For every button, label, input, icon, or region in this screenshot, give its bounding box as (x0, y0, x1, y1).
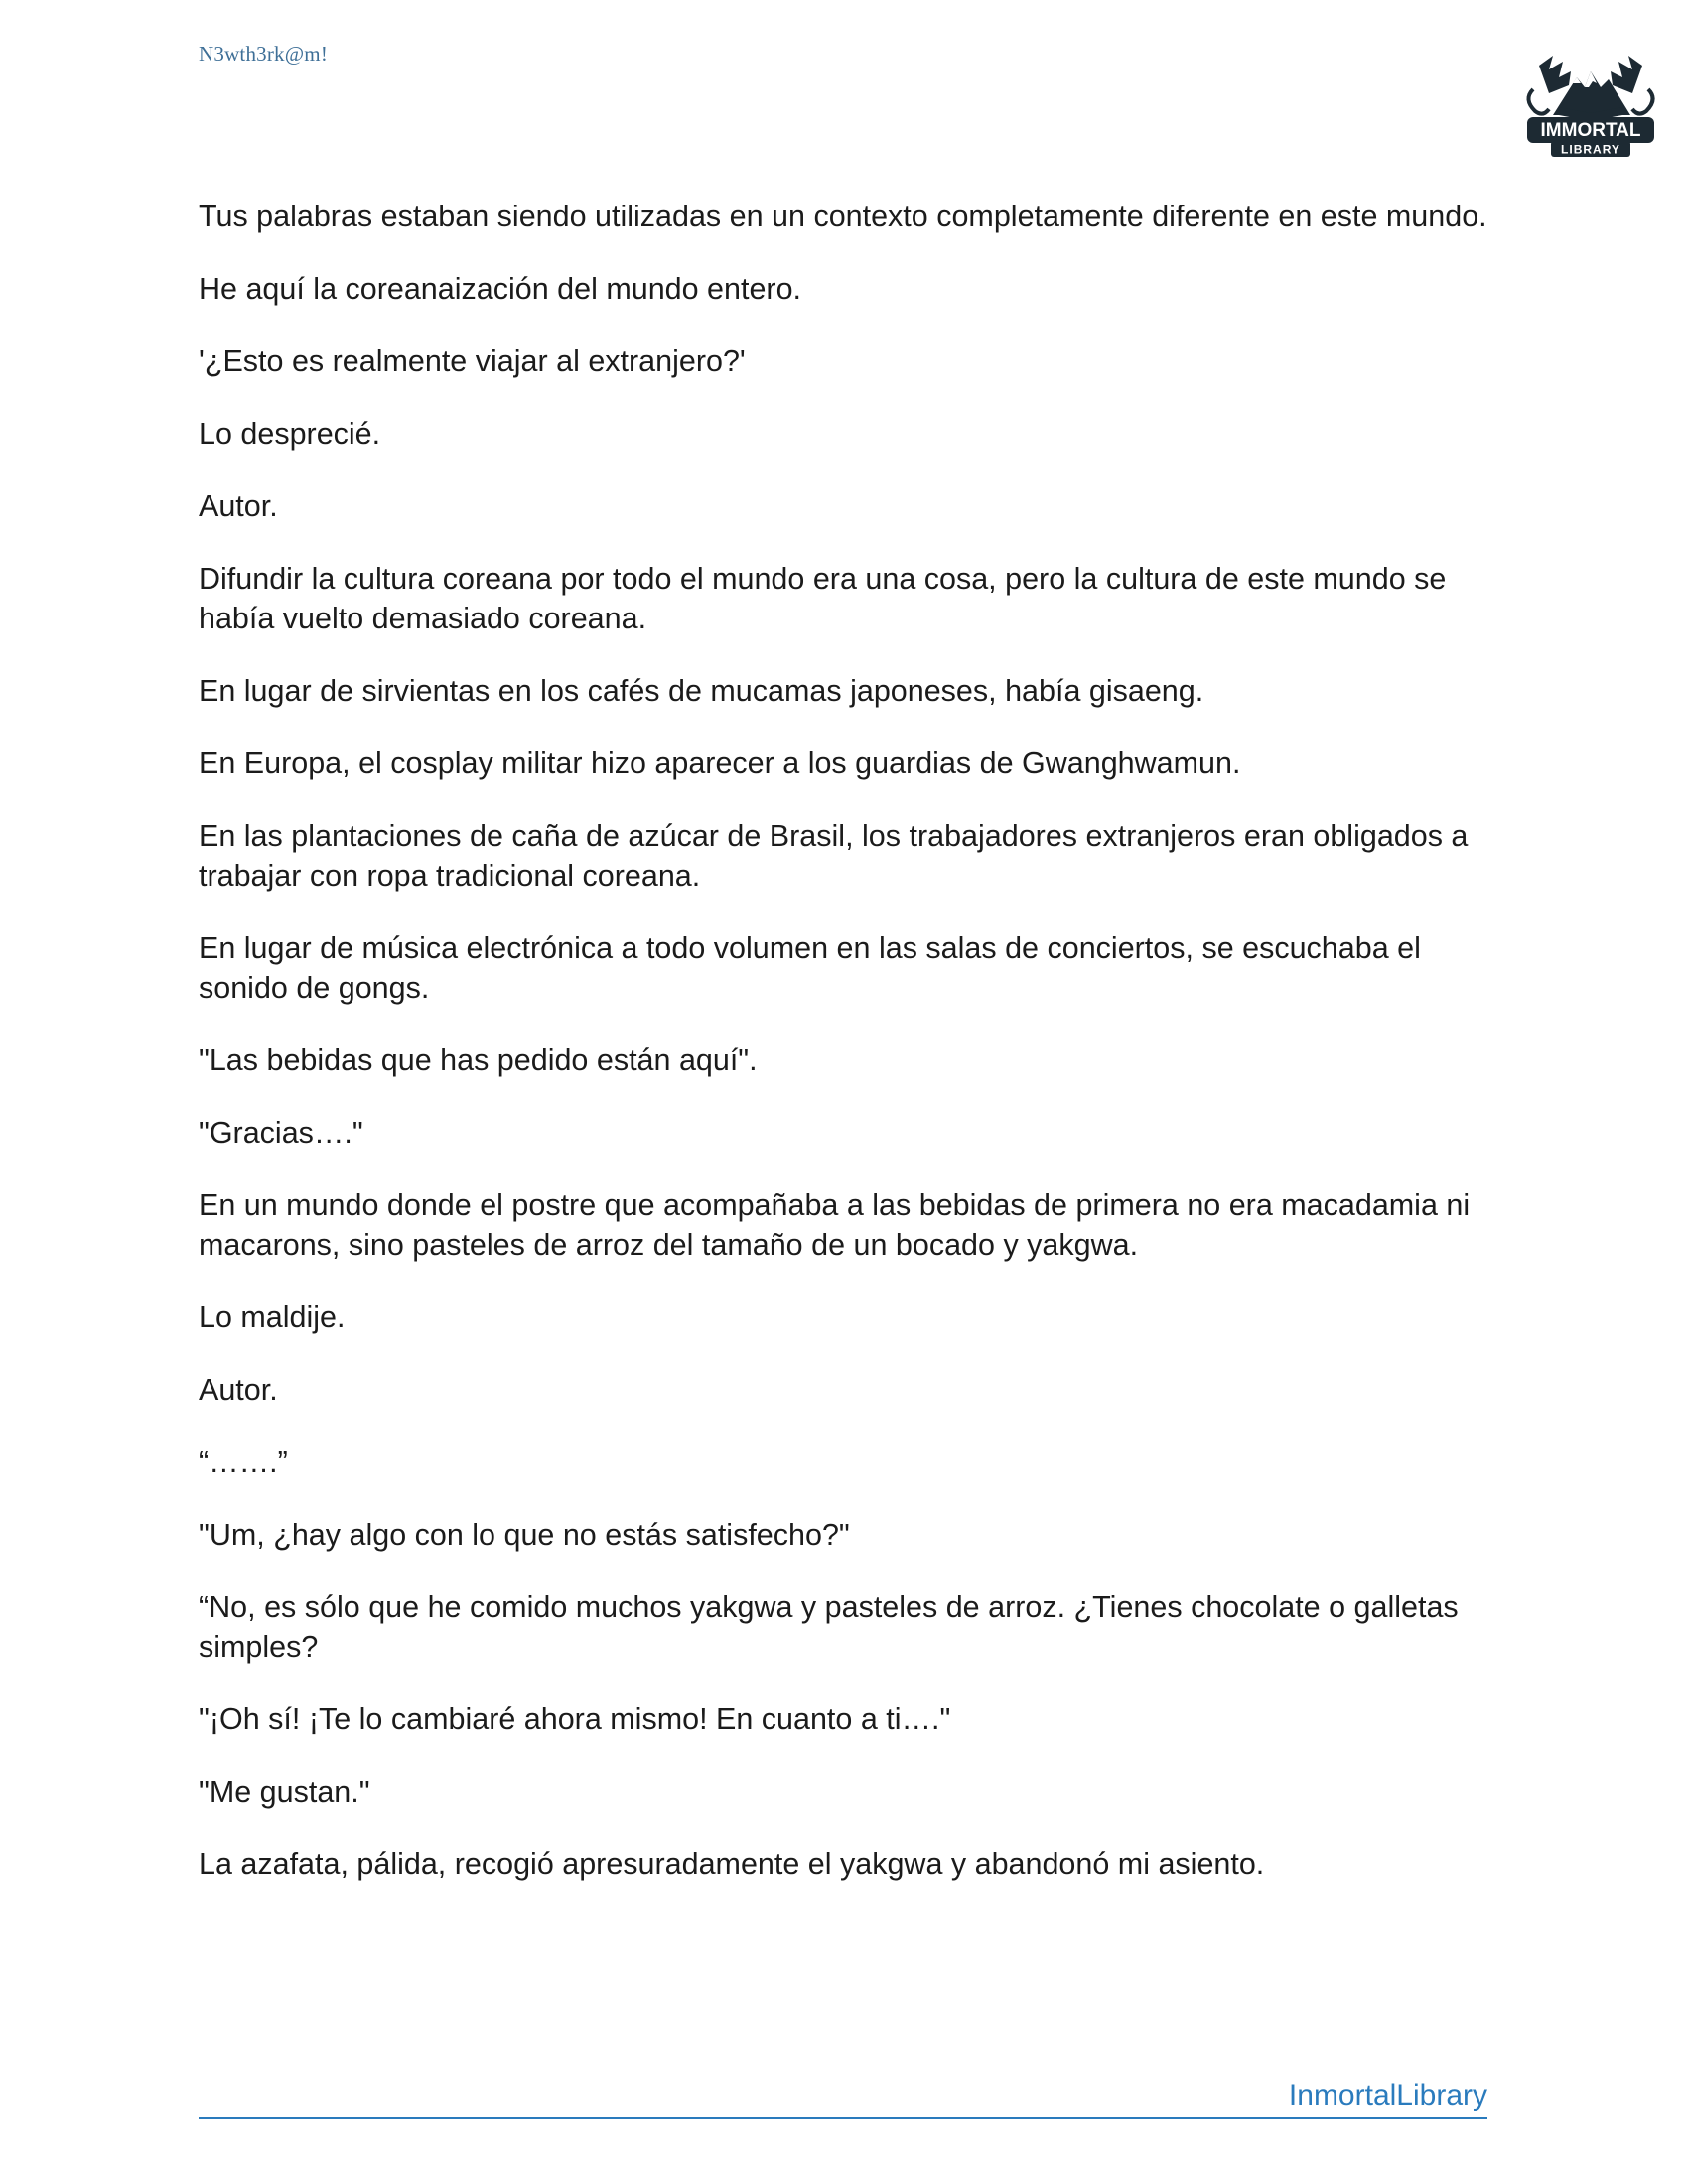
footer-link[interactable]: InmortalLibrary (199, 2079, 1487, 2119)
paragraph: En Europa, el cosplay militar hizo aparecer a los guardias de Gwanghwamun. (199, 747, 1241, 780)
paragraph: “No, es sólo que he comido muchos yakgwa y pasteles de arroz. ¿Tienes chocolate o galletas simples? (199, 1590, 1459, 1664)
logo-line1-text: IMMORTAL (1540, 120, 1641, 141)
paragraph: Tus palabras estaban siendo utilizadas en un contexto completamente diferente en este mundo. (199, 200, 1487, 233)
paragraph: '¿Esto es realmente viajar al extranjero?' (199, 344, 746, 378)
paragraph: Autor. (199, 1373, 278, 1407)
logo-line2-text: LIBRARY (1561, 142, 1620, 157)
paragraph: Lo maldije. (199, 1300, 346, 1334)
paragraph: "Me gustan." (199, 1775, 370, 1809)
paragraph: "Um, ¿hay algo con lo que no estás satisfecho?" (199, 1518, 850, 1552)
paragraph: En lugar de sirvientas en los cafés de mucamas japoneses, había gisaeng. (199, 674, 1204, 708)
paragraph: "Las bebidas que has pedido están aquí". (199, 1043, 758, 1077)
paragraph: "Gracias…." (199, 1116, 363, 1150)
paragraph: "¡Oh sí! ¡Te lo cambiaré ahora mismo! En cuanto a ti…." (199, 1703, 951, 1736)
paragraph: He aquí la coreanaización del mundo entero. (199, 272, 802, 306)
immortal-library-logo (1519, 38, 1662, 167)
paragraph: En lugar de música electrónica a todo volumen en las salas de conciertos, se escuchaba el sonido de gongs. (199, 931, 1421, 1005)
paragraph: En un mundo donde el postre que acompañaba a las bebidas de primera no era macadamia ni macarons, sino pasteles de arroz del tamaño de un bocado y yakgwa. (199, 1188, 1471, 1262)
paragraph: La azafata, pálida, recogió apresuradamente el yakgwa y abandonó mi asiento. (199, 1847, 1265, 1881)
document-body (199, 197, 1499, 1917)
paragraph: Lo desprecié. (199, 417, 381, 451)
paragraph: Difundir la cultura coreana por todo el mundo era una cosa, pero la cultura de este mundo se había vuelto demasiado coreana. (199, 562, 1447, 635)
paragraph: “…….” (199, 1445, 288, 1479)
watermark-text: N3wth3rk@m! (199, 42, 329, 66)
paragraph: Autor. (199, 489, 278, 523)
paragraph: En las plantaciones de caña de azúcar de Brasil, los trabajadores extranjeros eran obligados a trabajar con ropa tradicional coreana. (199, 819, 1469, 892)
